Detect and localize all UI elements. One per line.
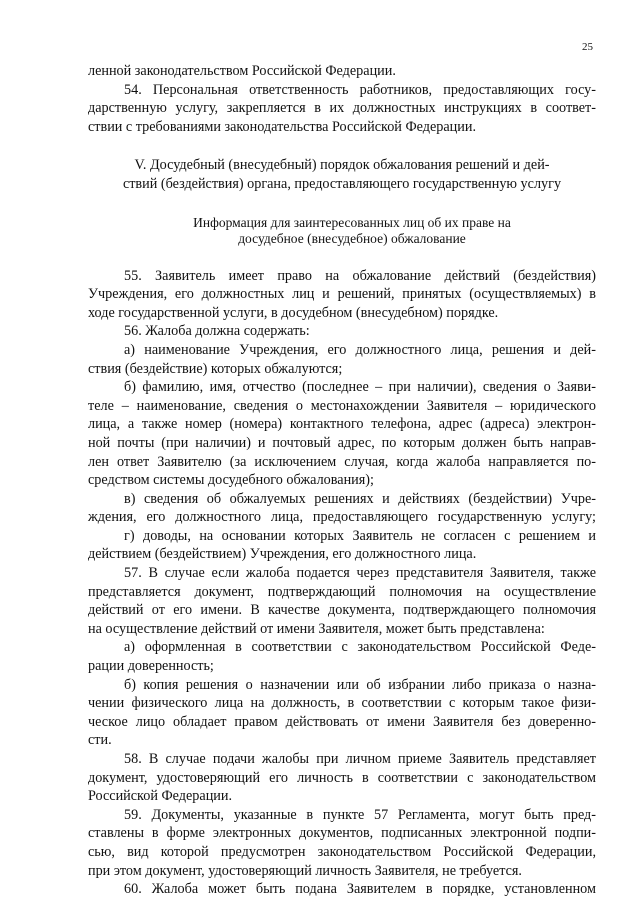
text-line: 59. Документы, указанные в пункте 57 Регламента, могут быть пред- — [124, 806, 596, 823]
subheading-line: досудебное (внесудебное) обжалование — [238, 230, 466, 246]
text-line: при этом документ, удостоверяющий личность Заявителя, не требуется. — [88, 862, 522, 879]
text-line: действий от его имени. В качестве документа, подтверждающего полномочия — [88, 602, 596, 619]
text-line: дарственную услугу, закрепляется в их должностных инструкциях в соответ- — [88, 100, 596, 117]
text-line: чении физического лица на должность, в соответствии с которым такое физи- — [88, 695, 596, 712]
paragraphs-before-heading — [88, 62, 596, 136]
text-line: а) наименование Учреждения, его должностного лица, решения и дей- — [124, 341, 596, 358]
text-line: на осуществление действий от имени Заявителя, может быть представлена: — [88, 620, 545, 637]
text-line: представляется документ, подтверждающий полномочия на осуществление — [88, 583, 596, 600]
text-line: 55. Заявитель имеет право на обжалование действий (бездействия) — [124, 267, 596, 284]
text-line: а) оформленная в соответствии с законодательством Российской Феде- — [124, 639, 596, 656]
text-line: лен ответ Заявителю (за исключением случая, когда жалоба направляется по- — [88, 453, 596, 470]
text-line: ходе государственной услуги, в досудебном (внесудебном) порядке. — [88, 304, 499, 321]
text-line: рации доверенность; — [88, 658, 214, 675]
text-line: 54. Персональная ответственность работников, предоставляющих госу- — [124, 81, 596, 98]
text-line: 60. Жалоба может быть подана Заявителем в порядке, установленном — [124, 881, 596, 898]
text-line: ной почты (при наличии) и почтовый адрес, по которым должен быть направ- — [88, 434, 596, 451]
text-line: теле – наименование, сведения о местонахождении Заявителя – юридического — [88, 397, 596, 414]
text-line: сти. — [88, 732, 112, 749]
text-line: 57. В случае если жалоба подается через представителя Заявителя, также — [124, 565, 596, 582]
text-line: Учреждения, его должностных лиц и решений, принятых (осуществляемых) в — [88, 286, 596, 303]
text-line: ствии с требованиями законодательства Российской Федерации. — [88, 118, 476, 135]
page-number: 25 — [582, 41, 593, 53]
text-line: ждения, его должностного лица, предоставляющего государственную услугу; — [88, 509, 596, 526]
text-line: сью, вид которой предусмотрен законодательством Российской Федерации, — [88, 843, 596, 860]
section-heading-line: ствий (бездействия) органа, предоставляющего государственную услугу — [122, 175, 562, 192]
text-line: ствия (бездействие) которых обжалуются; — [88, 360, 343, 377]
text-line: б) копия решения о назначении или об избрании либо приказа о назна- — [124, 676, 596, 693]
subheading-line: Информация для заинтересованных лиц об их праве на — [193, 214, 511, 230]
paragraphs-main — [88, 267, 596, 899]
text-line: Российской Федерации. — [88, 788, 233, 805]
text-line: г) доводы, на основании которых Заявитель не согласен с решением и — [124, 527, 596, 544]
section-heading — [88, 156, 596, 193]
text-line: документ, удостоверяющий его личность в соответствии с законодательством — [88, 769, 596, 786]
text-line: ленной законодательством Российской Федерации. — [88, 63, 396, 79]
text-line: ставлены в форме электронных документов, подписанных электронной подпи- — [88, 825, 596, 842]
section-heading-line: V. Досудебный (внесудебный) порядок обжалования решений и дей- — [134, 157, 550, 174]
subheading — [88, 215, 596, 247]
page-body — [88, 62, 596, 899]
text-line: действием (бездействием) Учреждения, его должностного лица. — [88, 546, 477, 563]
text-line: лица, а также номер (номера) контактного телефона, адрес (адреса) электрон- — [88, 416, 596, 433]
text-line: ческое лицо обладает правом действовать от имени Заявителя без доверенно- — [88, 713, 596, 730]
text-line: средством системы досудебного обжалования); — [88, 472, 374, 489]
text-line: в) сведения об обжалуемых решениях и действиях (бездействии) Учре- — [124, 490, 596, 507]
text-line: б) фамилию, имя, отчество (последнее – при наличии), сведения о Заяви- — [124, 379, 596, 396]
text-line: 58. В случае подачи жалобы при личном приеме Заявитель представляет — [124, 751, 596, 767]
text-line: 56. Жалоба должна содержать: — [124, 323, 310, 340]
